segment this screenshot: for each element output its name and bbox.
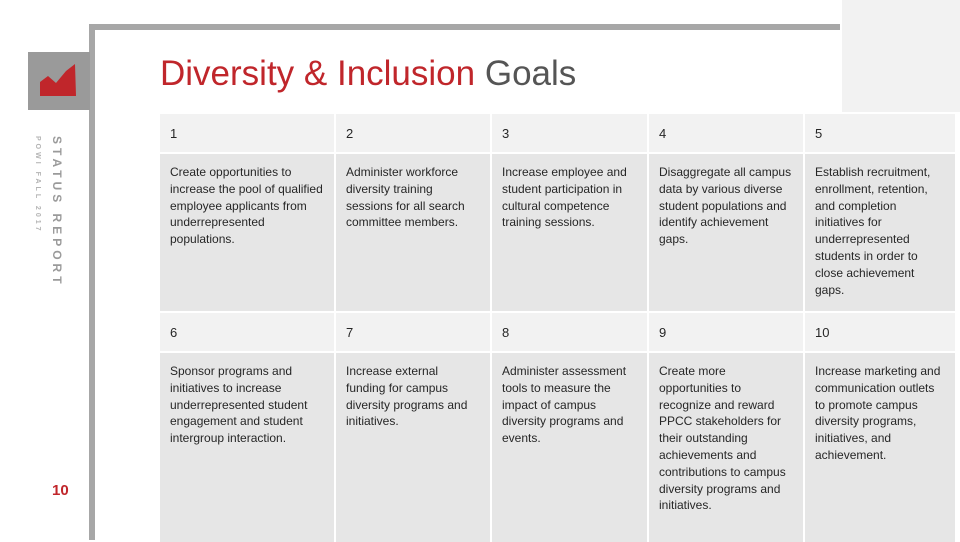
- goal-description: Increase employee and student participation in cultural competence training sessions.: [492, 154, 647, 311]
- goal-description: Increase external funding for campus diversity programs and initiatives.: [336, 353, 490, 542]
- goal-number-row: [160, 313, 955, 351]
- header-right-panel: [842, 0, 960, 112]
- goal-number: 9: [649, 313, 803, 351]
- goal-number: 2: [336, 114, 490, 152]
- page-title: [160, 52, 576, 96]
- slide-frame-top: [89, 24, 840, 30]
- goal-number: 5: [805, 114, 955, 152]
- title-rest: Goals: [484, 54, 577, 93]
- goal-description: Create opportunities to increase the pool of qualified employee applicants from underrepresented populations.: [160, 154, 334, 311]
- goal-number: 7: [336, 313, 490, 351]
- goal-number: 3: [492, 114, 647, 152]
- logo: [28, 52, 90, 110]
- goal-number: 6: [160, 313, 334, 351]
- goal-number: 8: [492, 313, 647, 351]
- goals-table: [158, 114, 957, 542]
- goal-description: Sponsor programs and initiatives to increase underrepresented student engagement and student intergroup interaction.: [160, 353, 334, 542]
- goal-description: Establish recruitment, enrollment, retention, and completion initiatives for underrepresented students in order to close achievement gaps.: [805, 154, 955, 311]
- goal-number: 1: [160, 114, 334, 152]
- goal-number-row: [160, 114, 955, 152]
- goal-description-row: [160, 353, 955, 542]
- goal-description: Create more opportunities to recognize and reward PPCC stakeholders for their outstanding achievements and contributions to campus diversity programs and initiatives.: [649, 353, 803, 542]
- term-label: POWI FALL 2017: [34, 136, 41, 234]
- goal-number: 4: [649, 114, 803, 152]
- goal-description: Administer workforce diversity training sessions for all search committee members.: [336, 154, 490, 311]
- title-highlight: Diversity & Inclusion: [160, 54, 476, 93]
- status-report-label: STATUS REPORT: [50, 136, 64, 288]
- page-number: 10: [52, 482, 69, 499]
- goal-description-row: [160, 154, 955, 311]
- bar-chart-icon: [28, 52, 90, 110]
- goal-description: Disaggregate all campus data by various diverse student populations and identify achievement gaps.: [649, 154, 803, 311]
- goal-number: 10: [805, 313, 955, 351]
- goal-description: Increase marketing and communication outlets to promote campus diversity programs, initiatives, and achievement.: [805, 353, 955, 542]
- goal-description: Administer assessment tools to measure the impact of campus diversity programs and events.: [492, 353, 647, 542]
